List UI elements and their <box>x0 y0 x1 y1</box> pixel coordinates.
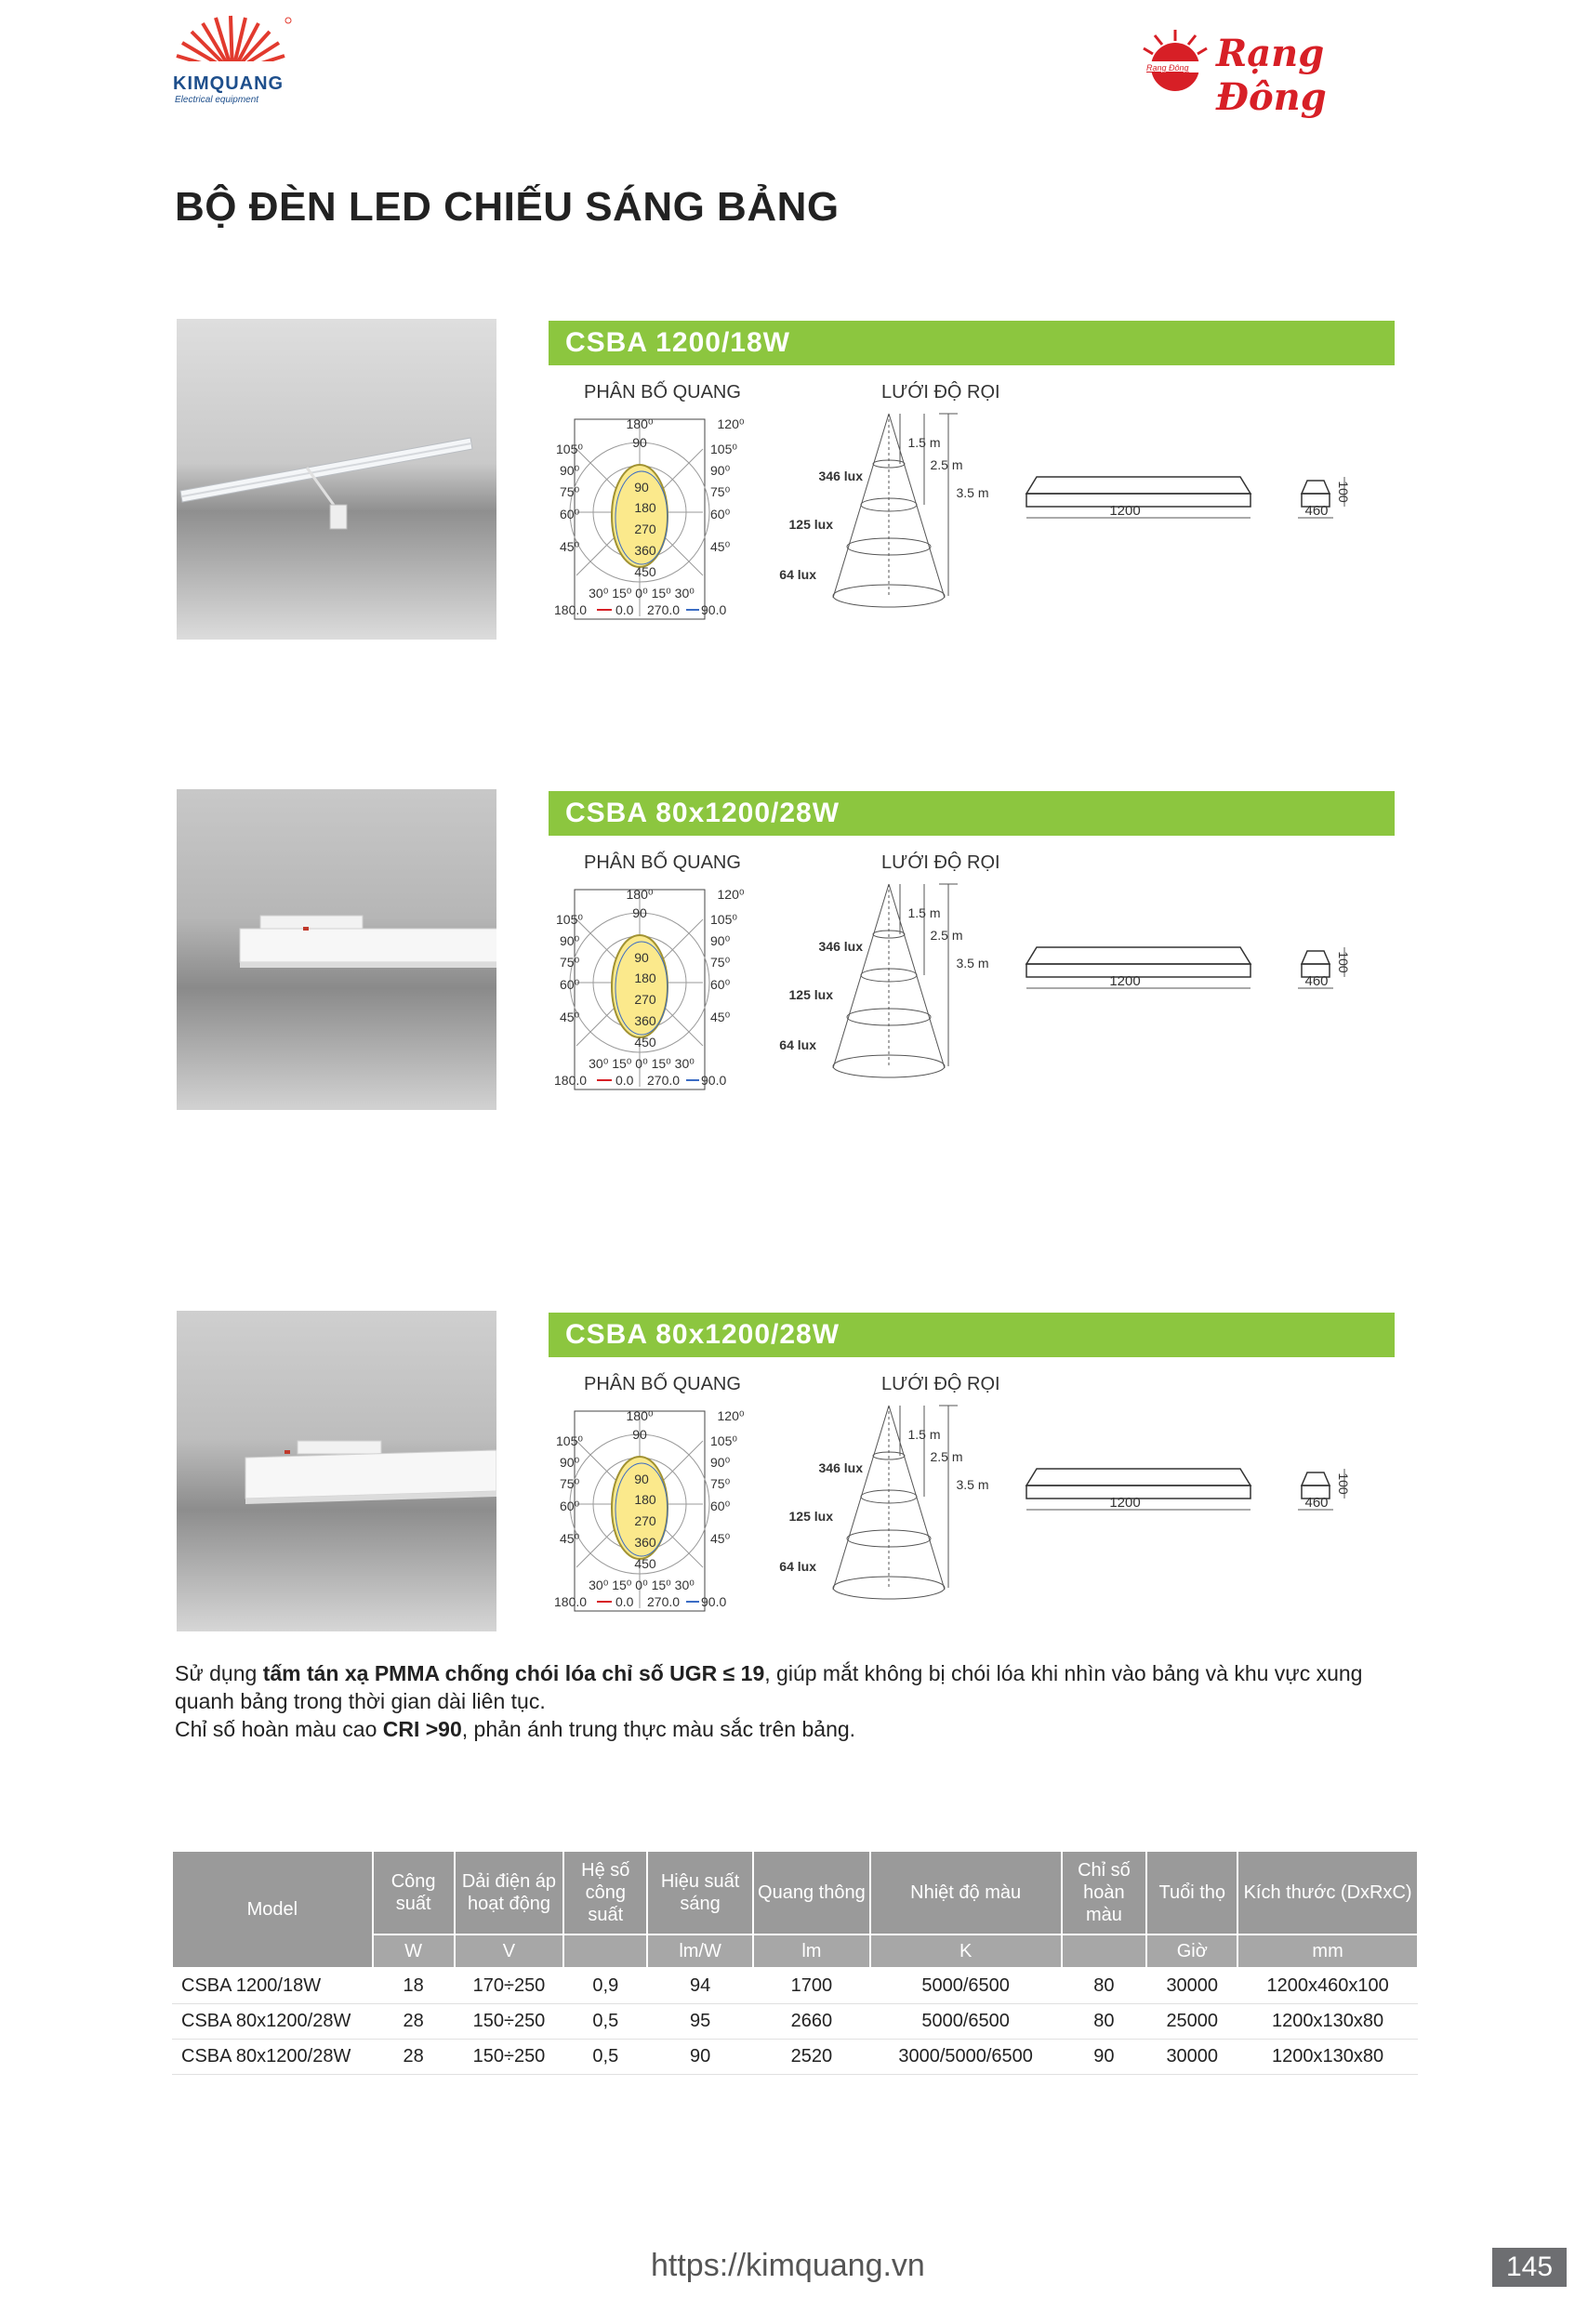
polar-angle-label: 30⁰ 15⁰ 0⁰ 15⁰ 30⁰ <box>589 1578 695 1592</box>
polar-label: 90⁰ <box>710 1455 731 1470</box>
table-unit-cell: K <box>870 1934 1062 1968</box>
polar-label: 75⁰ <box>710 1476 731 1491</box>
dimension-label: 1200 <box>1109 503 1141 519</box>
legend-label: 180.0 <box>554 602 588 617</box>
luminaire-photo-icon <box>177 789 496 1110</box>
legend-label: 270.0 <box>647 1073 681 1088</box>
polar-label: 180⁰ <box>626 416 654 431</box>
mounting-height-label: 3.5 m <box>956 1477 989 1492</box>
polar-label: 60⁰ <box>710 1499 731 1513</box>
polar-label: 450 <box>634 564 656 579</box>
photometric-diagram <box>549 412 1395 640</box>
lux-label: 346 lux <box>818 939 863 954</box>
polar-label: 120⁰ <box>717 1408 745 1423</box>
illuminance-grid-label: LƯỚI ĐỘ RỌI <box>881 852 1000 873</box>
polar-label: 90⁰ <box>560 463 580 478</box>
table-row <box>172 2039 1418 2074</box>
polar-label: 360 <box>634 1535 656 1550</box>
polar-label: 90 <box>632 1427 647 1442</box>
polar-label: 270 <box>634 992 656 1007</box>
product-section <box>177 319 1395 640</box>
product-title-bar: CSBA 1200/18W <box>549 321 1395 365</box>
table-cell: 18 <box>373 1968 455 2003</box>
polar-label: 105⁰ <box>710 442 737 456</box>
table-unit-cell: lm <box>753 1934 870 1968</box>
luminaire-photo-icon <box>177 1311 496 1631</box>
lux-label: 64 lux <box>779 567 816 582</box>
mounting-height-label: 2.5 m <box>930 928 963 943</box>
table-header-row <box>172 1851 1418 1934</box>
polar-label: 180⁰ <box>626 887 654 902</box>
table-cell: 25000 <box>1146 2003 1237 2039</box>
table-header-cell: Model <box>172 1851 373 1968</box>
table-cell: 170÷250 <box>455 1968 564 2003</box>
polar-label: 75⁰ <box>560 1476 580 1491</box>
mounting-height-label: 1.5 m <box>907 1427 941 1442</box>
legend-label: 180.0 <box>554 1594 588 1609</box>
product-title-bar: CSBA 80x1200/28W <box>549 791 1395 836</box>
page-number: 145 <box>1492 2248 1567 2287</box>
table-unit-cell: V <box>455 1934 564 1968</box>
table-cell: 5000/6500 <box>870 2003 1062 2039</box>
table-header-cell: Kích thước (DxRxC) <box>1237 1851 1418 1934</box>
polar-chart <box>554 1408 745 1611</box>
polar-label: 45⁰ <box>560 1010 580 1024</box>
table-cell: CSBA 80x1200/28W <box>172 2003 373 2039</box>
table-row <box>172 2003 1418 2039</box>
table-cell: 0,5 <box>563 2039 647 2074</box>
polar-label: 45⁰ <box>710 539 731 554</box>
rang-dong-logo-mini: Rạng Đông <box>1146 63 1189 73</box>
table-cell: 0,5 <box>563 2003 647 2039</box>
table-unit-cell: W <box>373 1934 455 1968</box>
illuminance-grid-label: LƯỚI ĐỘ RỌI <box>881 382 1000 403</box>
table-cell: 94 <box>647 1968 753 2003</box>
lux-label: 125 lux <box>788 517 833 532</box>
table-cell: 80 <box>1062 1968 1147 2003</box>
legend-label: 90.0 <box>701 1073 727 1088</box>
dimension-label: 460 <box>1304 973 1329 989</box>
table-cell: 150÷250 <box>455 2039 564 2074</box>
legend-label: 90.0 <box>701 602 727 617</box>
table-cell: CSBA 80x1200/28W <box>172 2039 373 2074</box>
description-highlight: tấm tán xạ PMMA chống chói lóa chỉ số UGR ≤ 19 <box>262 1661 765 1685</box>
polar-label: 90 <box>634 950 649 965</box>
polar-chart <box>554 416 745 619</box>
kimquang-logo-sub: Electrical equipment <box>175 95 259 105</box>
mounting-height-label: 1.5 m <box>907 905 941 920</box>
website-link[interactable]: https://kimquang.vn <box>651 2248 925 2283</box>
dimension-label: 100 <box>1336 951 1351 973</box>
product-photo <box>177 789 496 1110</box>
polar-label: 45⁰ <box>560 1531 580 1546</box>
polar-label: 75⁰ <box>710 955 731 970</box>
illuminance-cone <box>779 884 988 1077</box>
description-text: Sử dụng <box>175 1661 263 1685</box>
polar-label: 75⁰ <box>560 484 580 499</box>
polar-label: 120⁰ <box>717 416 745 431</box>
dimension-label: 460 <box>1304 1495 1329 1511</box>
kimquang-logo <box>169 15 309 104</box>
description-highlight: CRI >90 <box>382 1717 462 1741</box>
polar-label: 45⁰ <box>710 1531 731 1546</box>
light-distribution-label: PHÂN BỐ QUANG <box>584 852 741 873</box>
table-cell: 2660 <box>753 2003 870 2039</box>
polar-label: 105⁰ <box>710 912 737 927</box>
polar-label: 105⁰ <box>556 912 583 927</box>
light-distribution-label: PHÂN BỐ QUANG <box>584 382 741 403</box>
table-header-cell: Quang thông <box>753 1851 870 1934</box>
product-photo <box>177 1311 496 1631</box>
table-cell: CSBA 1200/18W <box>172 1968 373 2003</box>
polar-label: 180 <box>634 500 656 515</box>
table-unit-cell: Giờ <box>1146 1934 1237 1968</box>
rang-dong-sun-icon <box>1142 28 1209 95</box>
table-cell: 28 <box>373 2003 455 2039</box>
polar-label: 180 <box>634 1492 656 1507</box>
table-cell: 1200x130x80 <box>1237 2039 1418 2074</box>
legend-label: 270.0 <box>647 602 681 617</box>
polar-label: 60⁰ <box>560 1499 580 1513</box>
dimension-drawing <box>1026 947 1351 989</box>
table-header-cell: Công suất <box>373 1851 455 1934</box>
table-cell: 5000/6500 <box>870 1968 1062 2003</box>
polar-label: 60⁰ <box>710 507 731 522</box>
product-title-bar: CSBA 80x1200/28W <box>549 1313 1395 1357</box>
dimension-drawing <box>1026 477 1351 519</box>
table-cell: 0,9 <box>563 1968 647 2003</box>
polar-label: 90 <box>634 480 649 495</box>
lux-label: 346 lux <box>818 1460 863 1475</box>
polar-label: 90⁰ <box>710 463 731 478</box>
polar-label: 450 <box>634 1556 656 1571</box>
photometric-diagram <box>549 1404 1395 1631</box>
illuminance-cone <box>779 1406 988 1599</box>
table-header-cell: Dải điện áp hoạt động <box>455 1851 564 1934</box>
spec-table <box>171 1850 1419 2075</box>
table-cell: 1200x130x80 <box>1237 2003 1418 2039</box>
description-line <box>175 1659 1421 1715</box>
dimension-label: 1200 <box>1109 1495 1141 1511</box>
polar-label: 450 <box>634 1035 656 1050</box>
product-section <box>177 789 1395 1110</box>
polar-label: 360 <box>634 1013 656 1028</box>
mounting-height-label: 1.5 m <box>907 435 941 450</box>
kimquang-logo-name: KIMQUANG <box>173 73 285 94</box>
table-header-cell: Hệ số công suất <box>563 1851 647 1934</box>
polar-label: 105⁰ <box>556 442 583 456</box>
polar-label: 270 <box>634 1513 656 1528</box>
dimension-drawing <box>1026 1469 1351 1511</box>
legend-label: 270.0 <box>647 1594 681 1609</box>
description-line <box>175 1715 1421 1743</box>
polar-label: 90⁰ <box>710 933 731 948</box>
polar-label: 270 <box>634 522 656 536</box>
page-title-bold: LED CHIẾU SÁNG BẢNG <box>348 184 840 230</box>
table-cell: 95 <box>647 2003 753 2039</box>
lux-label: 64 lux <box>779 1559 816 1574</box>
table-cell: 80 <box>1062 2003 1147 2039</box>
light-distribution-label: PHÂN BỐ QUANG <box>584 1374 741 1394</box>
photometric-diagram <box>549 882 1395 1110</box>
table-unit-cell <box>1062 1934 1147 1968</box>
polar-chart <box>554 887 745 1089</box>
dimension-label: 100 <box>1336 1472 1351 1495</box>
polar-label: 90⁰ <box>560 1455 580 1470</box>
polar-label: 90 <box>632 435 647 450</box>
lux-label: 64 lux <box>779 1037 816 1052</box>
polar-label: 60⁰ <box>560 507 580 522</box>
polar-label: 60⁰ <box>710 977 731 992</box>
polar-label: 105⁰ <box>556 1433 583 1448</box>
polar-label: 45⁰ <box>710 1010 731 1024</box>
legend-label: 180.0 <box>554 1073 588 1088</box>
table-cell: 90 <box>647 2039 753 2074</box>
table-cell: 30000 <box>1146 1968 1237 2003</box>
luminaire-photo-icon <box>177 319 496 640</box>
product-photo <box>177 319 496 640</box>
dimension-label: 460 <box>1304 503 1329 519</box>
rang-dong-logo-name: Rạng Đông <box>1216 32 1327 119</box>
illuminance-cone <box>779 414 988 607</box>
legend-label: 0.0 <box>615 1073 634 1088</box>
table-cell: 1700 <box>753 1968 870 2003</box>
page-title-normal: BỘ ĐÈN <box>175 184 349 230</box>
lux-label: 346 lux <box>818 469 863 483</box>
table-cell: 1200x460x100 <box>1237 1968 1418 2003</box>
polar-label: 180⁰ <box>626 1408 654 1423</box>
polar-label: 120⁰ <box>717 887 745 902</box>
table-header-cell: Tuổi thọ <box>1146 1851 1237 1934</box>
table-cell: 150÷250 <box>455 2003 564 2039</box>
dimension-label: 100 <box>1336 481 1351 503</box>
table-unit-cell <box>563 1934 647 1968</box>
mounting-height-label: 2.5 m <box>930 457 963 472</box>
table-header-cell: Nhiệt độ màu <box>870 1851 1062 1934</box>
lux-label: 125 lux <box>788 987 833 1002</box>
table-header-cell: Hiệu suất sáng <box>647 1851 753 1934</box>
product-description <box>175 1659 1421 1743</box>
mounting-height-label: 3.5 m <box>956 485 989 500</box>
polar-label: 90 <box>632 905 647 920</box>
polar-label: 105⁰ <box>710 1433 737 1448</box>
legend-label: 0.0 <box>615 1594 634 1609</box>
polar-label: 360 <box>634 543 656 558</box>
polar-label: 90⁰ <box>560 933 580 948</box>
lux-label: 125 lux <box>788 1509 833 1524</box>
table-cell: 30000 <box>1146 2039 1237 2074</box>
mounting-height-label: 2.5 m <box>930 1449 963 1464</box>
table-cell: 90 <box>1062 2039 1147 2074</box>
polar-angle-label: 30⁰ 15⁰ 0⁰ 15⁰ 30⁰ <box>589 1056 695 1071</box>
table-cell: 28 <box>373 2039 455 2074</box>
polar-angle-label: 30⁰ 15⁰ 0⁰ 15⁰ 30⁰ <box>589 586 695 601</box>
description-text: , phản ánh trung thực màu sắc trên bảng. <box>461 1717 856 1741</box>
legend-label: 90.0 <box>701 1594 727 1609</box>
polar-label: 90 <box>634 1472 649 1486</box>
description-text: Chỉ số hoàn màu cao <box>175 1717 383 1741</box>
table-cell: 2520 <box>753 2039 870 2074</box>
sunburst-logo-icon <box>169 15 309 74</box>
table-row <box>172 1968 1418 2003</box>
table-cell: 3000/5000/6500 <box>870 2039 1062 2074</box>
description-text: , giúp mắt không bị chói lóa khi nhìn vào bảng và khu vực xung quanh bảng trong thời gian dài liên tục. <box>175 1661 1363 1713</box>
table-unit-cell: mm <box>1237 1934 1418 1968</box>
polar-label: 75⁰ <box>710 484 731 499</box>
rang-dong-logo <box>1142 28 1421 119</box>
polar-label: 75⁰ <box>560 955 580 970</box>
table-unit-cell: lm/W <box>647 1934 753 1968</box>
polar-label: 180 <box>634 971 656 985</box>
polar-label: 60⁰ <box>560 977 580 992</box>
legend-label: 0.0 <box>615 602 634 617</box>
table-header-cell: Chỉ số hoàn màu <box>1062 1851 1147 1934</box>
illuminance-grid-label: LƯỚI ĐỘ RỌI <box>881 1374 1000 1394</box>
polar-label: 45⁰ <box>560 539 580 554</box>
product-section <box>177 1311 1395 1631</box>
mounting-height-label: 3.5 m <box>956 956 989 971</box>
dimension-label: 1200 <box>1109 973 1141 989</box>
page-title <box>175 184 840 231</box>
